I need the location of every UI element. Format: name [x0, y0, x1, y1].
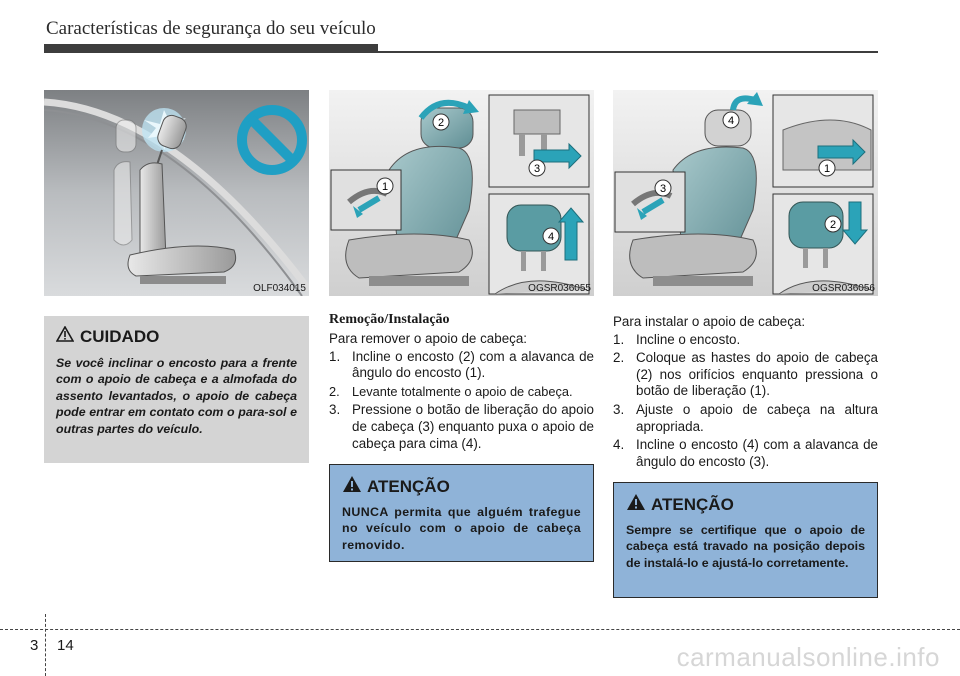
callout-2-label: 2 — [829, 219, 837, 231]
step-number: 1. — [613, 331, 625, 347]
list-item — [329, 384, 594, 401]
inset-lever — [331, 170, 401, 230]
figure-caption: OGSR036056 — [812, 283, 875, 294]
callout-4-label: 4 — [547, 231, 555, 243]
install-steps — [613, 332, 878, 471]
callout-1-label: 1 — [381, 181, 389, 193]
list-item — [613, 332, 878, 349]
callout-2-label: 2 — [437, 117, 445, 129]
figure-caption: OLF034015 — [253, 283, 306, 294]
warning-triangle-outline-icon — [56, 326, 74, 347]
callout-3 — [655, 180, 671, 196]
caution-box — [44, 316, 309, 463]
warning-triangle-icon — [342, 475, 362, 498]
list-item — [613, 402, 878, 435]
list-item — [329, 402, 594, 452]
figure-caption: OGSR036055 — [528, 283, 591, 294]
chapter-number: 3 — [30, 637, 39, 654]
callout-4-label: 4 — [727, 115, 735, 127]
callout-1 — [819, 160, 835, 176]
step-number: 2. — [613, 350, 625, 366]
list-item — [613, 350, 878, 400]
removal-steps — [329, 349, 594, 453]
callout-4 — [543, 228, 559, 244]
step-text: Ajuste o apoio de cabeça na altura apropriada. — [636, 401, 878, 434]
callout-3-label: 3 — [659, 183, 667, 195]
step-number: 2. — [329, 383, 340, 399]
step-text: Levante totalmente o apoio de cabeça. — [352, 383, 573, 399]
inset-headrest-lift — [489, 194, 589, 294]
step-number: 4. — [613, 437, 625, 453]
section-heading: Remoção/Instalação — [329, 312, 450, 327]
seat-illustration-2 — [329, 90, 594, 296]
list-item — [329, 349, 594, 382]
step-text: Incline o encosto (4) com a alavanca de ângulo do encosto (3). — [636, 437, 878, 469]
removal-instructions — [329, 331, 594, 454]
watermark: carmanualsonline.info — [676, 642, 940, 672]
warning-triangle-icon — [626, 493, 646, 516]
attention-heading — [626, 493, 865, 516]
caution-heading — [56, 326, 297, 347]
callout-3 — [529, 160, 545, 176]
attention-text: NUNCA permita que alguém trafegue no veículo com o apoio de cabeça removido. — [342, 505, 581, 552]
step-number: 3. — [613, 401, 625, 417]
figure-seat-contact-prohibited — [44, 90, 309, 296]
attention-title: ATENÇÃO — [651, 494, 734, 514]
step-text: Coloque as hastes do apoio de cabeça (2) nos orifícios enquanto pressiona o botão de liberação (1). — [636, 350, 878, 399]
callout-2 — [433, 114, 449, 130]
install-instructions — [613, 314, 878, 472]
header-rule-thin — [44, 51, 878, 53]
step-text: Incline o encosto (2) com a alavanca de ângulo do encosto (1). — [352, 348, 594, 381]
caution-text: Se você inclinar o encosto para a frente com o apoio de cabeça e a almofada do assento levantados, o apoio de cabeça pode entrar em contato com o para-sol e outras partes do veículo. — [56, 356, 297, 436]
callout-1-label: 1 — [823, 163, 831, 175]
callout-1 — [377, 178, 393, 194]
attention-box-right — [613, 482, 878, 598]
step-number: 1. — [329, 348, 341, 364]
footer-divider — [0, 629, 960, 630]
seat-illustration-1 — [44, 90, 309, 296]
removal-intro: Para remover o apoio de cabeça: — [329, 331, 528, 346]
step-number: 3. — [329, 402, 341, 418]
page-number: 14 — [57, 637, 74, 654]
callout-2 — [825, 216, 841, 232]
attention-heading — [342, 475, 581, 498]
attention-text: Sempre se certifique que o apoio de cabeça está travado na posição depois de instalá-lo e ajustá-lo corretamente. — [626, 523, 865, 570]
callout-4 — [723, 112, 739, 128]
callout-3-label: 3 — [533, 163, 541, 175]
caution-title: CUIDADO — [80, 326, 160, 346]
footer-vertical-divider — [45, 614, 46, 676]
figure-headrest-removal — [329, 90, 594, 296]
seat-illustration-3 — [613, 90, 878, 296]
install-intro: Para instalar o apoio de cabeça: — [613, 314, 806, 329]
inset-lever — [615, 172, 685, 232]
inset-headrest-insert — [773, 194, 873, 294]
attention-box-left — [329, 464, 594, 562]
attention-title: ATENÇÃO — [367, 476, 450, 496]
figure-headrest-install — [613, 90, 878, 296]
step-text: Incline o encosto. — [636, 331, 741, 347]
list-item — [613, 437, 878, 470]
step-text: Pressione o botão de liberação do apoio de cabeça (3) enquanto puxa o apoio de cabeça para cima (4). — [352, 402, 594, 451]
page-header-title: Características de segurança do seu veículo — [46, 18, 376, 39]
